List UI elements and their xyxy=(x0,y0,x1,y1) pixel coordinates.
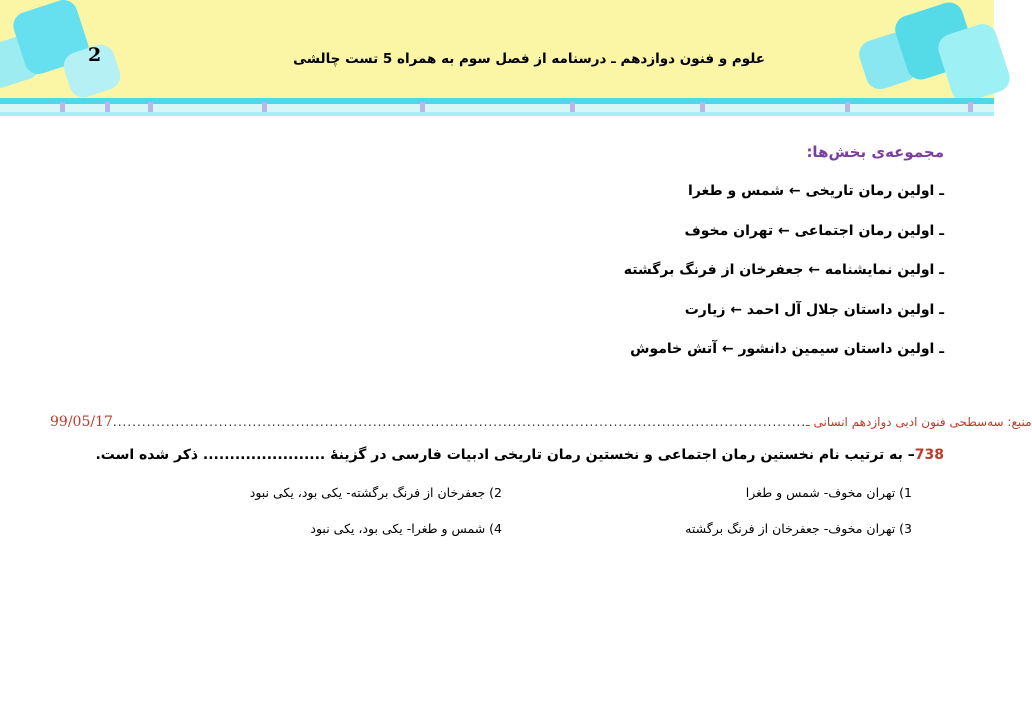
stripe xyxy=(0,112,994,116)
stripe-tick xyxy=(570,102,575,112)
question-number: 738 xyxy=(914,447,944,463)
option-2: 2) جعفرخان از فرنگ برگشته- یکی بود، یکی نبود xyxy=(249,485,502,500)
stripe-tick xyxy=(60,102,65,112)
source-line xyxy=(50,414,1032,430)
section-title: مجموعه‌ی بخش‌ها: xyxy=(806,143,944,161)
option-1: 1) تهران مخوف- شمس و طغرا xyxy=(745,485,912,500)
list-item: ـ اولین رمان اجتماعی ← تهران مخوف xyxy=(684,223,944,239)
list-item: ـ اولین داستان جلال آل احمد ← زیارت xyxy=(684,302,944,318)
stripe-tick xyxy=(262,102,267,112)
question-text: – به ترتیب نام نخستین رمان اجتماعی و نخستین رمان تاریخی ادبیات فارسی در گزینهٔ ....................... ذکر شده است. xyxy=(95,447,915,463)
list-item: ـ اولین رمان تاریخی ← شمس و طغرا xyxy=(688,183,944,199)
header-title: علوم و فنون دوازدهم ـ درسنامه از فصل سوم به همراه 5 تست چالشی xyxy=(293,51,765,67)
page-number: 2 xyxy=(88,44,102,66)
list-item: ـ اولین نمایشنامه ← جعفرخان از فرنگ برگشته xyxy=(623,262,944,278)
header-stripes xyxy=(0,98,994,122)
option-4: 4) شمس و طغرا- یکی بود، یکی نبود xyxy=(310,521,502,536)
option-3: 3) تهران مخوف- جعفرخان از فرنگ برگشته xyxy=(685,521,912,536)
leader-dots: ................................................................................................................................................ xyxy=(112,415,807,429)
page-header xyxy=(0,0,994,98)
question xyxy=(95,447,944,463)
stripe-tick xyxy=(968,102,973,112)
stripe-tick xyxy=(148,102,153,112)
stripe-tick xyxy=(700,102,705,112)
list-item: ـ اولین داستان سیمین دانشور ← آتش خاموش xyxy=(630,341,944,357)
stripe-tick xyxy=(420,102,425,112)
source-text: منبع: سه‌سطحی فنون ادبی دوازدهم انسانی ـ xyxy=(806,415,1032,429)
stripe-tick xyxy=(105,102,110,112)
source-date: 99/05/17 xyxy=(50,414,113,430)
stripe-tick xyxy=(845,102,850,112)
